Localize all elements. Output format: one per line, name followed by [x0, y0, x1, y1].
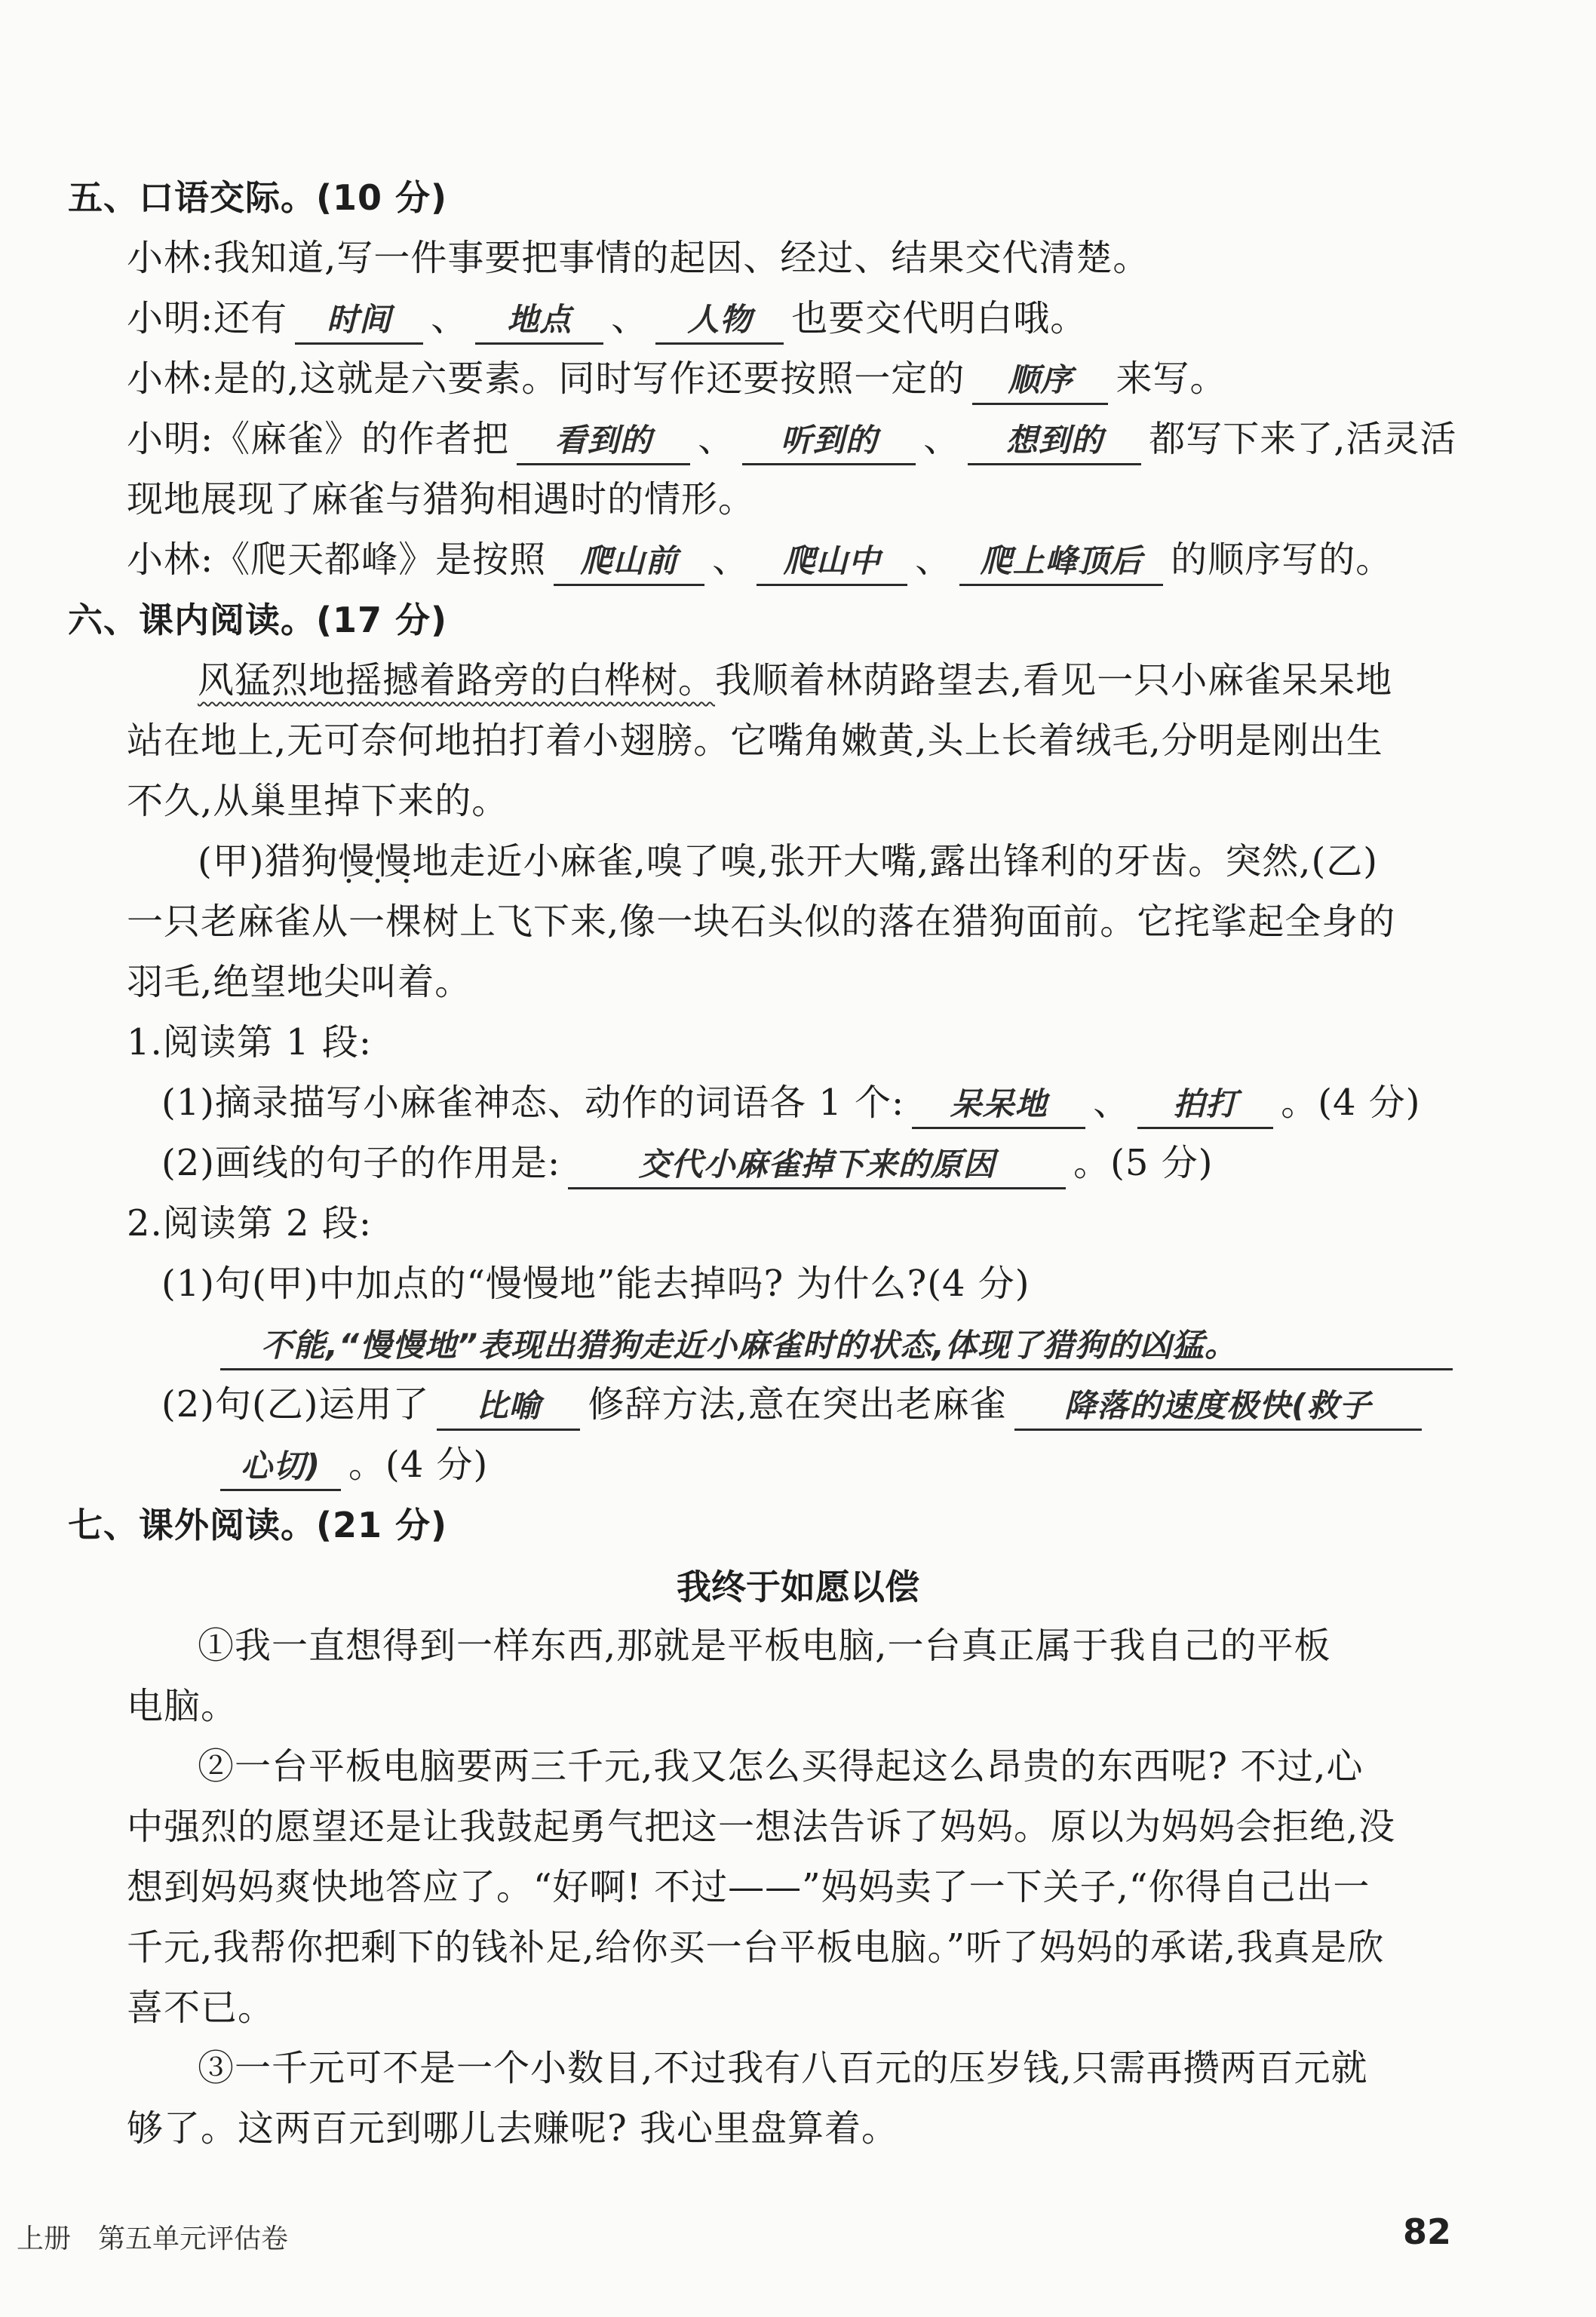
essay-line: 中强烈的愿望还是让我鼓起勇气把这一想法告诉了妈妈。原以为妈妈会拒绝,没 [127, 1806, 1396, 1848]
section-5-heading: 五、口语交际。(10 分) [68, 177, 448, 218]
text: 、 [611, 297, 649, 339]
text: 、 [923, 418, 961, 460]
text: 、 [1093, 1082, 1131, 1124]
essay-title: 我终于如愿以偿 [677, 1567, 919, 1607]
section-7-heading: 七、课外阅读。(21 分) [68, 1505, 448, 1545]
dialogue-line: 小林:我知道,写一件事要把事情的起因、经过、结果交代清楚。 [127, 237, 1150, 279]
answer-blank: 地点 [475, 297, 603, 345]
text: 。(4 分) [348, 1444, 489, 1486]
text: 来写。 [1116, 358, 1227, 400]
passage-line [198, 839, 1378, 884]
answer-blank: 爬山前 [554, 539, 704, 586]
text: 小明:还有 [127, 297, 288, 339]
text: (2)句(乙)运用了 [161, 1383, 430, 1425]
answer-blank: 想到的 [968, 418, 1141, 465]
question-2-2 [161, 1382, 1422, 1431]
text: 。(5 分) [1073, 1142, 1214, 1184]
footer-label: 上册 第五单元评估卷 [17, 2223, 289, 2254]
text: 也要交代明白哦。 [791, 297, 1088, 339]
essay-line: 喜不已。 [127, 1987, 275, 2029]
text: 、 [915, 539, 953, 581]
answer-blank: 交代小麻雀掉下来的原因 [568, 1142, 1066, 1189]
passage-line: 羽毛,绝望地尖叫着。 [127, 961, 472, 1003]
text: 、 [698, 418, 735, 460]
answer-blank: 顺序 [972, 358, 1108, 405]
text: 小林:《爬天都峰》是按照 [127, 539, 547, 581]
question-2: 2.阅读第 2 段: [127, 1202, 373, 1244]
essay-line: 千元,我帮你把剩下的钱补足,给你买一台平板电脑。”听了妈妈的承诺,我真是欣 [127, 1926, 1385, 1969]
text: 的顺序写的。 [1171, 539, 1393, 581]
question-2-2-cont [220, 1442, 488, 1491]
text: 小林:是的,这就是六要素。同时写作还要按照一定的 [127, 358, 965, 400]
underlined-sentence: 风猛烈地摇撼着路旁的白桦树。 [198, 659, 716, 701]
text: 、 [431, 297, 468, 339]
essay-line: 想到妈妈爽快地答应了。“好啊! 不过——”妈妈卖了一下关子,“你得自己出一 [127, 1866, 1370, 1908]
text: 修辞方法,意在突出老麻雀 [588, 1383, 1007, 1425]
answer-blank: 拍打 [1137, 1082, 1273, 1129]
essay-line: ①我一直想得到一样东西,那就是平板电脑,一台真正属于我自己的平板 [198, 1625, 1331, 1667]
text: (1)摘录描写小麻雀神态、动作的词语各 1 个: [161, 1082, 905, 1124]
essay-line: ③一千元可不是一个小数目,不过我有八百元的压岁钱,只需再攒两百元就 [198, 2047, 1368, 2089]
passage-line [198, 658, 1392, 703]
section-6-heading: 六、课内阅读。(17 分) [68, 600, 448, 640]
answer-blank: 爬山中 [757, 539, 907, 586]
answer-blank: 时间 [295, 297, 423, 345]
answer-blank: 人物 [655, 297, 784, 345]
text: 小明:《麻雀》的作者把 [127, 418, 510, 460]
answer-blank: 比喻 [437, 1383, 580, 1431]
question-2-1: (1)句(甲)中加点的“慢慢地”能去掉吗? 为什么?(4 分) [161, 1263, 1030, 1305]
answer-line: 不能,“慢慢地”表现出猎狗走近小麻雀时的状态,体现了猎狗的凶猛。 [220, 1323, 1453, 1370]
page-number: 82 [1403, 2211, 1452, 2252]
dialogue-line [127, 296, 1087, 345]
dialogue-line [127, 537, 1392, 586]
essay-line: 够了。这两百元到哪儿去赚呢? 我心里盘算着。 [127, 2107, 898, 2150]
text: 。(4 分) [1281, 1082, 1421, 1124]
dialogue-line: 现地展现了麻雀与猎狗相遇时的情形。 [127, 478, 756, 520]
dialogue-line [127, 356, 1226, 405]
answer-blank: 听到的 [742, 418, 916, 465]
question-1-2 [161, 1140, 1213, 1189]
text: (2)画线的句子的作用是: [161, 1142, 561, 1184]
dialogue-line [127, 416, 1456, 465]
dotted-word: 慢慢地 • • • [338, 839, 449, 884]
text: 、 [712, 539, 750, 581]
essay-line: ②一台平板电脑要两三千元,我又怎么买得起这么昂贵的东西呢? 不过,心 [198, 1745, 1364, 1788]
answer-blank: 呆呆地 [912, 1082, 1085, 1129]
text: (甲)猎狗 [198, 840, 339, 882]
answer-blank: 心切) [220, 1444, 341, 1491]
answer-blank: 看到的 [517, 418, 690, 465]
passage-line: 站在地上,无可奈何地拍打着小翅膀。它嘴角嫩黄,头上长着绒毛,分明是刚出生 [127, 720, 1383, 762]
passage-line: 一只老麻雀从一棵树上飞下来,像一块石头似的落在猎狗面前。它挓挲起全身的 [127, 901, 1396, 943]
question-1-1 [161, 1080, 1421, 1129]
question-1: 1.阅读第 1 段: [127, 1021, 373, 1063]
answer-blank: 爬上峰顶后 [959, 539, 1163, 586]
passage-line: 不久,从巢里掉下来的。 [127, 780, 509, 822]
text: 走近小麻雀,嗅了嗅,张开大嘴,露出锋利的牙齿。突然,(乙) [449, 840, 1378, 882]
answer-blank: 降落的速度极快(救子 [1014, 1383, 1422, 1431]
question-2-1-answer [220, 1321, 1453, 1370]
essay-line: 电脑。 [127, 1685, 238, 1727]
text: 我顺着林荫路望去,看见一只小麻雀呆呆地 [715, 659, 1393, 701]
text: 都写下来了,活灵活 [1149, 418, 1457, 460]
